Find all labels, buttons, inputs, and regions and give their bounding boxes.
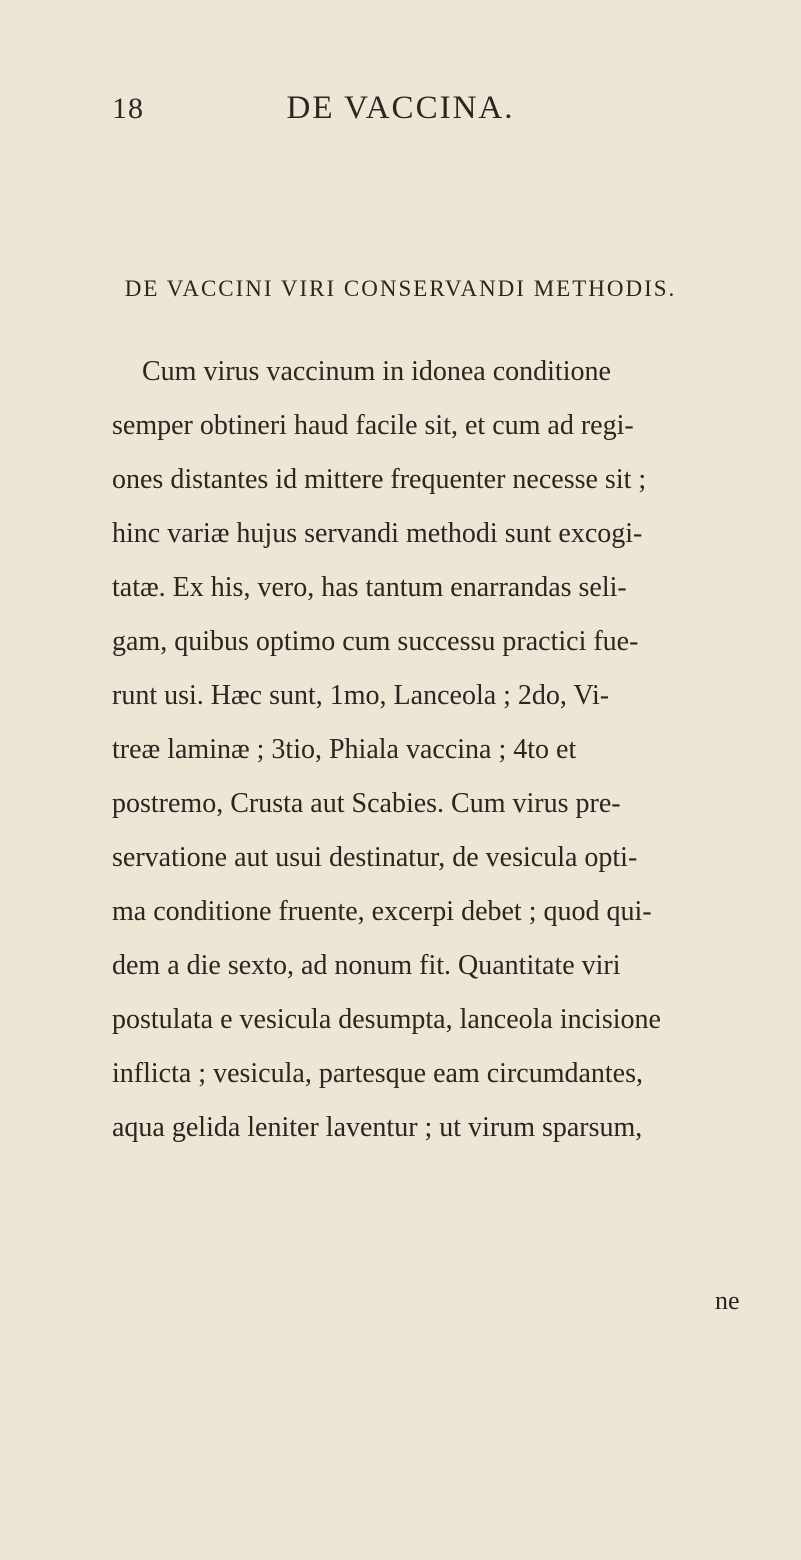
text-line: aqua gelida leniter laventur ; ut virum sparsum, bbox=[112, 1112, 643, 1143]
text-line: ones distantes id mittere frequenter necesse sit ; bbox=[112, 464, 647, 495]
text-line: postulata e vesicula desumpta, lanceola incisione bbox=[112, 1004, 661, 1035]
text-line: servatione aut usui destinatur, de vesicula opti- bbox=[112, 842, 638, 873]
section-title: DE VACCINI VIRI CONSERVANDI METHODIS. bbox=[124, 276, 677, 301]
page-number: 18 bbox=[112, 92, 144, 125]
text-line: postremo, Crusta aut Scabies. Cum virus pre- bbox=[112, 788, 621, 819]
running-head: DE VACCINA. bbox=[286, 90, 515, 126]
text-line: ma conditione fruente, excerpi debet ; quod qui- bbox=[112, 896, 652, 927]
text-line: semper obtineri haud facile sit, et cum ad regi- bbox=[112, 410, 634, 441]
text-line: tatæ. Ex his, vero, has tantum enarrandas seli- bbox=[112, 572, 627, 603]
text-line: treæ laminæ ; 3tio, Phiala vaccina ; 4to et bbox=[112, 734, 577, 765]
text-line: hinc variæ hujus servandi methodi sunt excogi- bbox=[112, 518, 643, 549]
text-line: runt usi. Hæc sunt, 1mo, Lanceola ; 2do, Vi- bbox=[112, 680, 610, 711]
text-line: inflicta ; vesicula, partesque eam circumdantes, bbox=[112, 1058, 644, 1089]
text-line: dem a die sexto, ad nonum fit. Quantitate viri bbox=[112, 950, 621, 981]
text-line: Cum virus vaccinum in idonea conditione bbox=[142, 356, 611, 387]
body-text bbox=[112, 345, 772, 1155]
catchword: ne bbox=[715, 1286, 740, 1315]
text-line: gam, quibus optimo cum successu practici fue- bbox=[112, 626, 639, 657]
